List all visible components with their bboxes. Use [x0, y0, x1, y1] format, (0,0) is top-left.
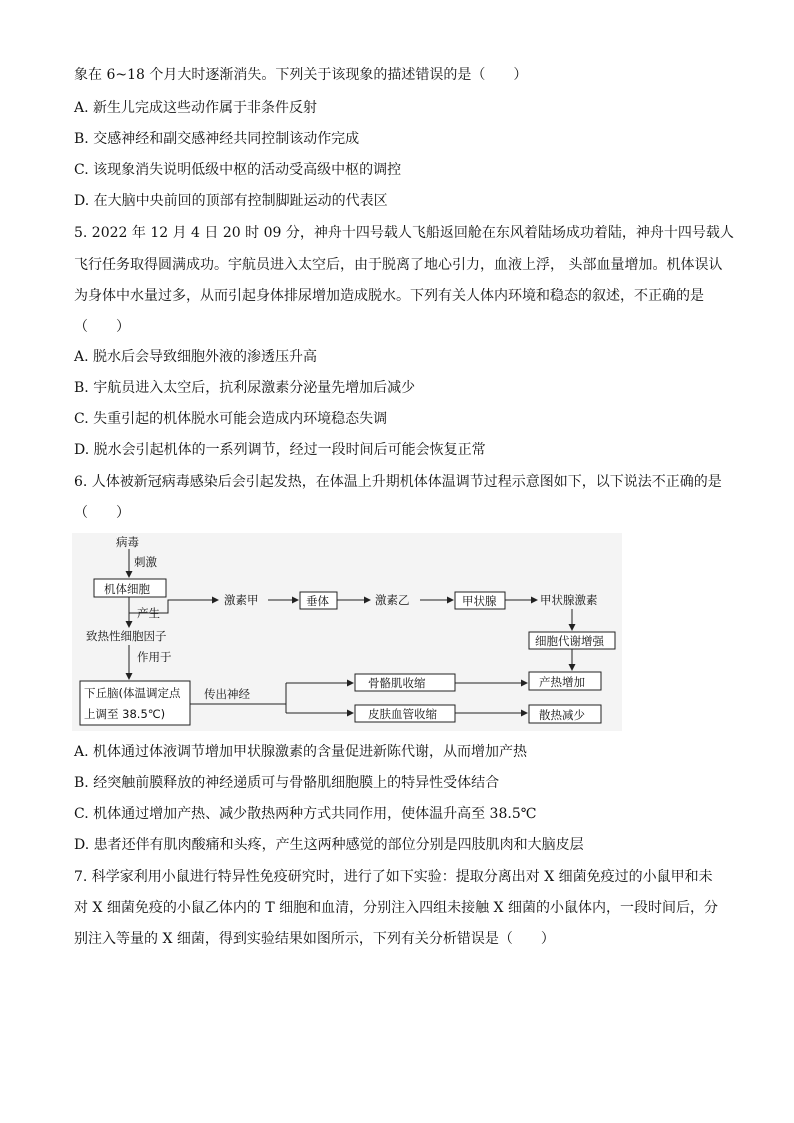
q7-stem-line-1: 7. 科学家利用小鼠进行特异性免疫研究时，进行了如下实验：提取分离出对 X 细菌免疫过的小鼠甲和未 [74, 869, 713, 885]
label-vessel: 皮肤血管收缩 [368, 707, 437, 721]
q6-answer-blank: （ ） [74, 505, 130, 521]
label-acts-on: 作用于 [137, 650, 172, 664]
q6-stem-line-1: 6. 人体被新冠病毒感染后会引起发热，在体温上升期机体体温调节过程示意图如下，以下说法不正确的是 [74, 474, 722, 490]
label-metabolism: 细胞代谢增强 [535, 634, 604, 648]
q4-option-c: C. 该现象消失说明低级中枢的活动受高级中枢的调控 [74, 162, 402, 178]
label-thyroid-hormone: 甲状腺激素 [540, 593, 598, 607]
q7-stem-line-2: 对 X 细菌免疫的小鼠乙体内的 T 细胞和血清，分别注入四组未接触 X 细菌的小鼠体内，一段时间后，分 [74, 900, 718, 916]
q4-stem-tail: 象在 6~18 个月大时逐渐消失。下列关于该现象的描述错误的是（ ） [74, 67, 528, 83]
label-muscle: 骨骼肌收缩 [368, 676, 426, 690]
q4-option-d: D. 在大脑中央前回的顶部有控制脚趾运动的代表区 [74, 193, 388, 209]
label-virus: 病毒 [116, 535, 139, 549]
label-efferent: 传出神经 [204, 687, 250, 701]
label-hypothalamus-line1: 下丘脑(体温调定点 [84, 686, 181, 700]
q6-option-b: B. 经突触前膜释放的神经递质可与骨骼肌细胞膜上的特异性受体结合 [74, 775, 500, 791]
label-stimulate: 刺激 [134, 555, 157, 569]
q5-stem-line-2: 飞行任务取得圆满成功。宇航员进入太空后，由于脱离了地心引力，血液上浮， 头部血量增加。机体误认 [74, 257, 723, 273]
q6-option-d: D. 患者还伴有肌肉酸痛和头疼，产生这两种感觉的部位分别是四肢肌肉和大脑皮层 [74, 837, 584, 853]
q5-option-c: C. 失重引起的机体脱水可能会造成内环境稳态失调 [74, 411, 388, 427]
q4-option-a: A. 新生儿完成这些动作属于非条件反射 [74, 100, 318, 116]
label-hormone-a: 激素甲 [224, 593, 259, 607]
thermoregulation-diagram [72, 533, 622, 731]
q7-stem-line-3: 别注入等量的 X 细菌，得到实验结果如图所示，下列有关分析错误是（ ） [74, 931, 555, 947]
label-hypothalamus-line2: 上调至 38.5℃) [84, 707, 166, 721]
q5-option-d: D. 脱水会引起机体的一系列调节，经过一段时间后可能会恢复正常 [74, 442, 486, 458]
q5-option-a: A. 脱水后会导致细胞外液的渗透压升高 [74, 349, 318, 365]
label-heat-down: 散热减少 [539, 708, 585, 722]
q5-option-b: B. 宇航员进入太空后，抗利尿激素分泌量先增加后减少 [74, 380, 416, 396]
label-heat-up: 产热增加 [539, 675, 585, 689]
label-thyroid: 甲状腺 [462, 594, 497, 608]
label-pituitary: 垂体 [306, 594, 329, 608]
q5-stem-line-1: 5. 2022 年 12 月 4 日 20 时 09 分，神舟十四号载人飞船返回舱在东风着陆场成功着陆，神舟十四号载人 [74, 225, 734, 241]
label-produce: 产生 [137, 606, 160, 620]
label-body-cell: 机体细胞 [104, 582, 150, 596]
q4-option-b: B. 交感神经和副交感神经共同控制该动作完成 [74, 131, 360, 147]
q5-answer-blank: （ ） [74, 319, 130, 335]
label-hormone-b: 激素乙 [375, 593, 410, 607]
q6-option-a: A. 机体通过体液调节增加甲状腺激素的含量促进新陈代谢，从而增加产热 [74, 744, 528, 760]
q6-option-c: C. 机体通过增加产热、减少散热两种方式共同作用，使体温升高至 38.5℃ [74, 806, 537, 822]
label-pyrogen: 致热性细胞因子 [86, 629, 167, 643]
q5-stem-line-3: 为身体中水量过多，从而引起身体排尿增加造成脱水。下列有关人体内环境和稳态的叙述，不正确的是 [74, 288, 704, 304]
